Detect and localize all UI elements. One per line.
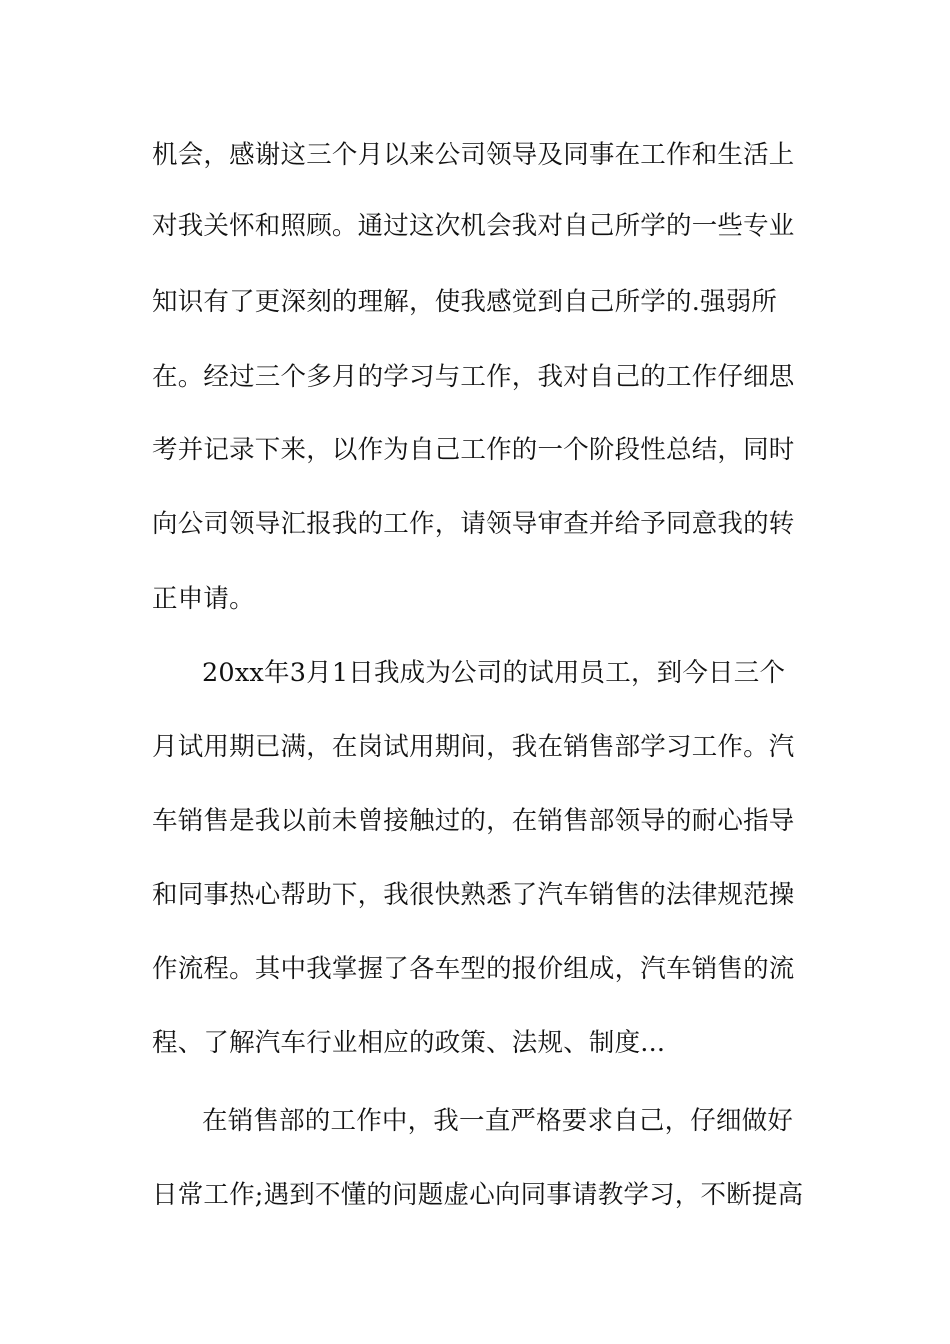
paragraph-1-line-3: 知识有了更深刻的理解，使我感觉到自己所学的.强弱所	[152, 287, 778, 317]
paragraph-3-line-1: 在销售部的工作中，我一直严格要求自己，仔细做好	[202, 1106, 794, 1136]
paragraph-1-line-6: 向公司领导汇报我的工作，请领导审查并给予同意我的转	[152, 509, 795, 539]
paragraph-1-line-4: 在。经过三个多月的学习与工作，我对自己的工作仔细思	[152, 362, 795, 392]
paragraph-1-line-5: 考并记录下来，以作为自己工作的一个阶段性总结，同时	[152, 435, 795, 465]
paragraph-1-line-2: 对我关怀和照顾。通过这次机会我对自己所学的一些专业	[152, 211, 795, 241]
paragraph-2-line-1: 20xx年3月1日我成为公司的试用员工，到今日三个	[202, 658, 786, 688]
paragraph-3-line-2: 日常工作;遇到不懂的问题虚心向同事请教学习，不断提高	[152, 1180, 804, 1210]
paragraph-2-line-2: 月试用期已满，在岗试用期间，我在销售部学习工作。汽	[152, 732, 795, 762]
paragraph-2-line-6: 程、了解汽车行业相应的政策、法规、制度...	[152, 1028, 666, 1058]
paragraph-2-line-4: 和同事热心帮助下，我很快熟悉了汽车销售的法律规范操	[152, 880, 795, 910]
paragraph-2-line-5: 作流程。其中我掌握了各车型的报价组成，汽车销售的流	[152, 954, 795, 984]
paragraph-1-line-1: 机会，感谢这三个月以来公司领导及同事在工作和生活上	[152, 140, 795, 170]
paragraph-2-line-3: 车销售是我以前未曾接触过的，在销售部领导的耐心指导	[152, 806, 795, 836]
paragraph-1-line-7: 正申请。	[152, 584, 255, 614]
